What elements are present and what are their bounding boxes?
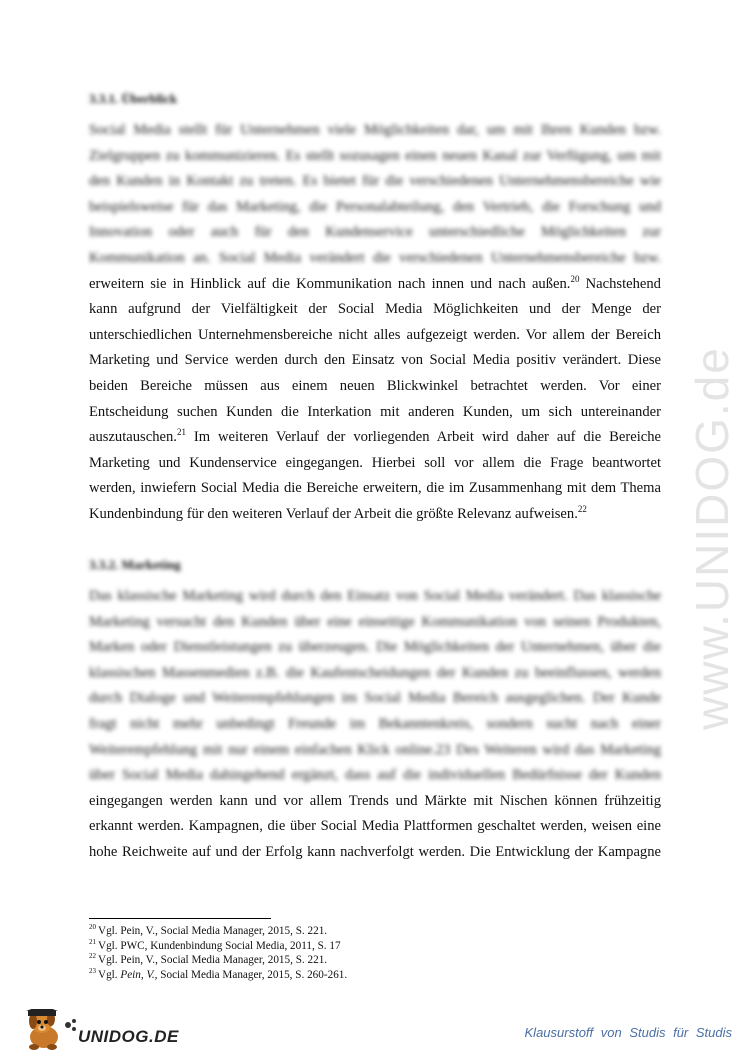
footnote-number: 20 xyxy=(89,923,96,932)
text-line: werden, inwiefern Social Media die Bereiche erweitern, die im Zusammenhang mit dem Thema xyxy=(89,480,661,497)
blurred-line: Weiterempfehlung mit nur einem einfachen Klick online.23 Des Weiteren wird das Marketing xyxy=(89,741,661,758)
text-line: erkannt werden. Kampagnen, die über Social Media Plattformen geschaltet werden, weisen eine xyxy=(89,818,661,835)
line-text: Kundenbindung für den weiteren Verlauf der Arbeit die größte Relevanz aufweisen. xyxy=(89,505,578,522)
footnote xyxy=(89,968,347,983)
blurred-line: Kommunikation an. Social Media verändert die verschiedenen Unternehmensbereiche bzw. xyxy=(89,249,661,266)
line-text: Nachstehend xyxy=(585,275,661,292)
blurred-line: fragt nicht mehr unbedingt Freunde im Bekanntenkreis, sondern sucht nach einer xyxy=(89,715,661,732)
footnote-text-pre: Vgl. xyxy=(98,968,121,981)
footnote-ref[interactable]: 22 xyxy=(577,504,587,515)
blurred-line: durch Dialoge und Weiterempfehlungen im Social Media Bereich ausgeglichen. Der Kunde xyxy=(89,690,661,707)
footnote-text: Vgl. Pein, V., Social Media Manager, 2015, S. 221. xyxy=(98,954,328,967)
footnote-text-italic: Pein, V. xyxy=(120,968,155,981)
footnote-separator xyxy=(89,918,271,919)
text-line xyxy=(89,502,661,528)
watermark-text: www.UNIDOG.de xyxy=(686,346,738,730)
section-heading-overview: 3.3.1. Überblick xyxy=(89,91,178,106)
line-text: auszutauschen. xyxy=(89,429,177,446)
footnote xyxy=(89,924,347,939)
text-line: Marketing und Kundenservice eingegangen. Hierbei soll vor allem die Frage beantwortet xyxy=(89,454,661,471)
text-line: kann aufgrund der Vielfältigkeit der Social Media Möglichkeiten und der Menge der xyxy=(89,301,661,318)
text-line: Marketing und Service werden durch den Einsatz von Social Media positiv verändert. Diese xyxy=(89,352,661,369)
blurred-line: über Social Media dahingehend ergänzt, dass auf die individuellen Bedürfnisse der Kunden xyxy=(89,767,661,784)
section-heading-marketing: 3.3.2. Marketing xyxy=(89,557,181,572)
text-line xyxy=(89,272,661,298)
blurred-line: Zielgruppen zu kommunizieren. Es stellt sozusagen einen neuen Kanal zur Verfügung, um mit xyxy=(89,147,661,164)
footnote-number: 23 xyxy=(89,967,96,976)
footnote xyxy=(89,953,347,968)
section2-paragraph xyxy=(89,584,661,866)
text-line: eingegangen werden kann und vor allem Trends und Märkte mit Nischen können frühzeitig xyxy=(89,792,661,809)
page-footer xyxy=(0,1005,750,1055)
footnote-number: 21 xyxy=(89,937,96,946)
footnote-text-post: , Social Media Manager, 2015, S. 260-261. xyxy=(154,968,348,981)
blurred-line: Innovation oder auch für den Kundenservice unterschiedliche Möglichkeiten zur xyxy=(89,224,661,241)
line-text: Im weiteren Verlauf der vorliegenden Arbeit wird daher auf die Bereiche xyxy=(193,429,661,446)
unidog-logo[interactable] xyxy=(22,1009,179,1049)
footnote xyxy=(89,939,347,954)
blurred-line: Social Media stellt für Unternehmen viele Möglichkeiten dar, um mit Ihren Kunden bzw. xyxy=(89,122,661,138)
line-text: erweitern sie in Hinblick auf die Kommunikation nach innen und nach außen. xyxy=(89,275,571,292)
text-line: Entscheidung suchen Kunden die Interkation mit anderen Kunden, um sich untereinander xyxy=(89,403,661,420)
footnote-ref[interactable]: 21 xyxy=(176,427,186,438)
text-line xyxy=(89,425,661,451)
footnote-text: Vgl. Pein, V., Social Media Manager, 2015, S. 221. xyxy=(98,925,328,937)
footnotes xyxy=(89,924,347,982)
text-line: hohe Reichweite auf und der Erfolg kann nachverfolgt werden. Die Entwicklung der Kampagne xyxy=(89,843,661,860)
dog-mascot-icon xyxy=(22,1009,82,1053)
footnote-text: Vgl. PWC, Kundenbindung Social Media, 2011, S. 17 xyxy=(98,939,341,952)
blurred-line: klassischen Massenmedien z.B. die Kaufentscheidungen der Kunden zu beeinflussen, werden xyxy=(89,664,661,681)
text-line: beiden Bereiche müssen aus einem neuen Blickwinkel betrachtet werden. Vor einer xyxy=(89,377,661,394)
blurred-line: den Kunden in Kontakt zu treten. Es bietet für die verschiedenen Unternehmensbereiche wie xyxy=(89,173,661,190)
footnote-number: 22 xyxy=(89,952,96,961)
text-line: unterschiedlichen Unternehmensbereiche nicht alles aufgezeigt werden. Vor allem der Bereich xyxy=(89,326,661,343)
footnote-ref[interactable]: 20 xyxy=(570,273,580,284)
footer-tagline: Klausurstoff von Studis für Studis xyxy=(524,1025,732,1040)
blurred-line: Das klassische Marketing wird durch den Einsatz von Social Media verändert. Das klassische xyxy=(89,588,661,604)
blurred-line: Marketing versucht den Kunden über eine einseitige Kommunikation von seinen Produkten, xyxy=(89,613,661,630)
blurred-line: Marken oder Dienstleistungen zu überzeugen. Die Möglichkeiten der Unternehmen, über die xyxy=(89,639,661,656)
logo-text: UNIDOG.DE xyxy=(78,1027,179,1046)
section1-paragraph xyxy=(89,118,661,528)
blurred-line: beispielsweise für das Marketing, die Personalabteilung, den Vertrieb, die Forschung und xyxy=(89,198,661,215)
